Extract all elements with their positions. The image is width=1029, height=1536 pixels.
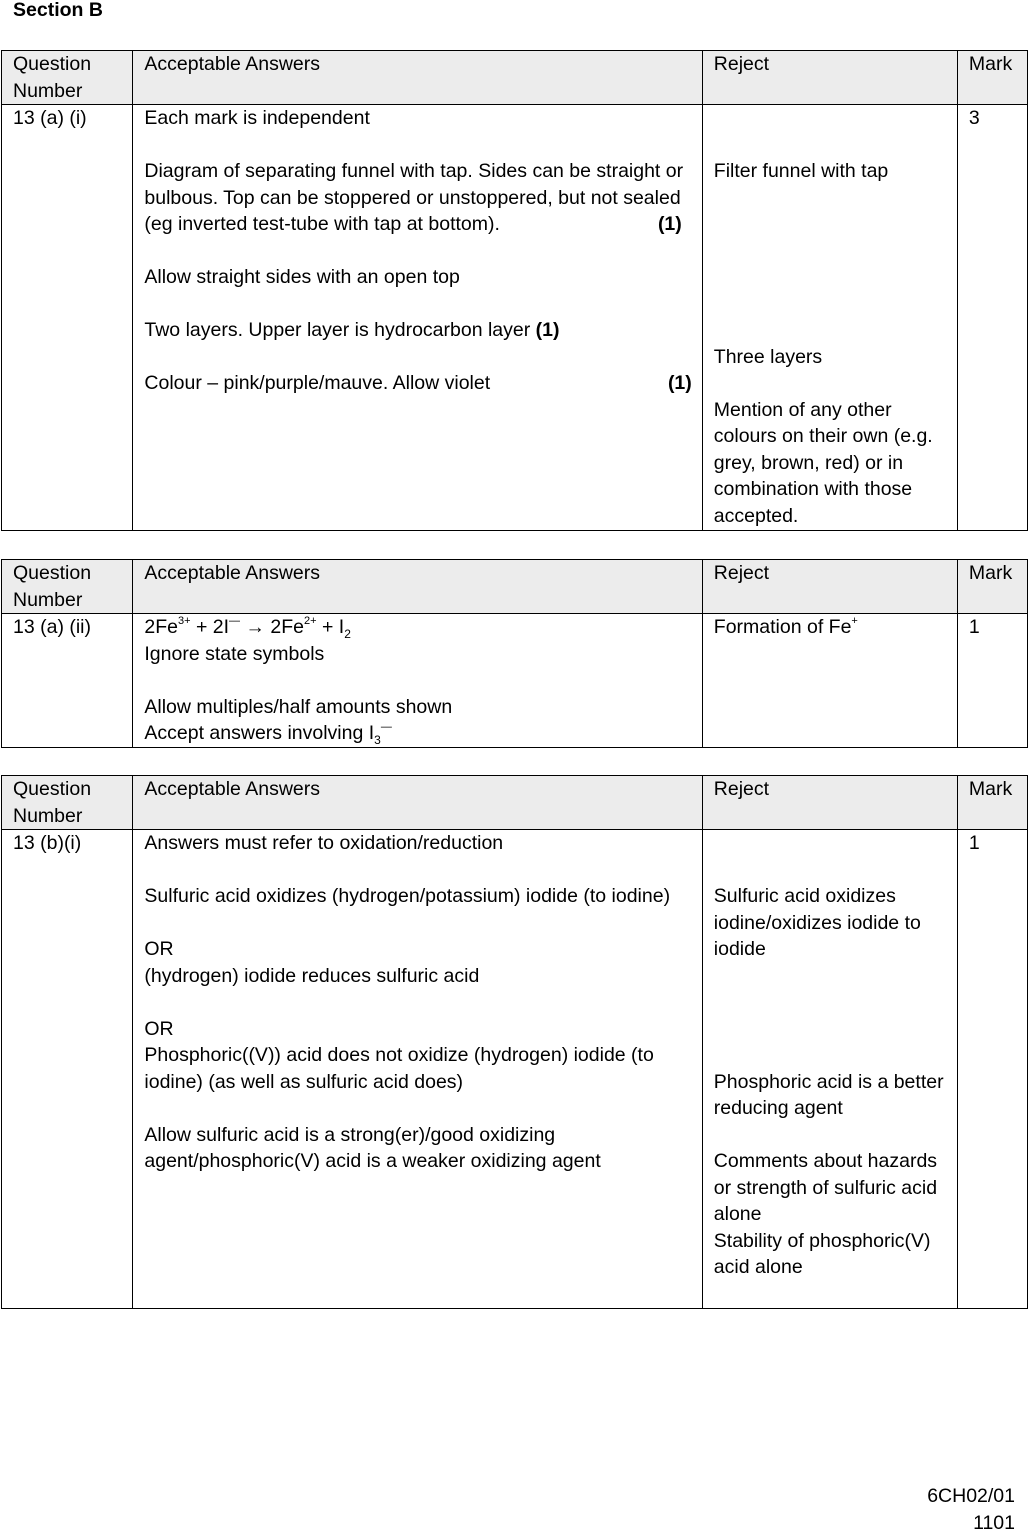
header-reject: Reject — [702, 51, 957, 105]
header-question-number: Question Number — [2, 51, 133, 105]
mark-value: 1 — [957, 614, 1027, 748]
answer-line: Allow straight sides with an open top — [144, 264, 691, 291]
answer-line: Allow sulfuric acid is a strong(er)/good oxidizing agent/phosphoric(V) acid is a weaker oxidizing agent — [144, 1122, 691, 1175]
answer-text: Colour – pink/purple/mauve. Allow violet — [144, 372, 490, 394]
question-number: 13 (a) (ii) — [2, 614, 133, 748]
reject-line: Filter funnel with tap — [714, 158, 947, 185]
acceptable-answers-cell — [133, 614, 702, 748]
answer-text: Two layers. Upper layer is hydrocarbon layer — [144, 319, 530, 341]
header-acceptable-answers: Acceptable Answers — [133, 560, 702, 614]
mark-scheme-table-13a-ii — [1, 559, 1028, 748]
mark-allocation: (1) — [536, 319, 560, 341]
header-reject: Reject — [702, 560, 957, 614]
reject-line: Sulfuric acid oxidizes iodine/oxidizes iodide to iodide — [714, 883, 947, 963]
table-header-row — [2, 776, 1028, 830]
acceptable-answers-cell — [133, 830, 702, 1309]
table-header-row — [2, 560, 1028, 614]
reject-line: Phosphoric acid is a better reducing agent — [714, 1069, 947, 1122]
answer-text: Diagram of separating funnel with tap. Sides can be straight or bulbous. Top can be stoppered or unstoppered, but not sealed (eg inverted test-tube with tap at bottom). — [144, 160, 683, 235]
answer-line — [144, 370, 691, 397]
answer-line: Ignore state symbols — [144, 641, 691, 668]
question-number: 13 (a) (i) — [2, 105, 133, 531]
table-row — [2, 614, 1028, 748]
reject-line: Comments about hazards or strength of sulfuric acid alone — [714, 1148, 947, 1228]
reject-line: Three layers — [714, 344, 947, 371]
answer-line: (hydrogen) iodide reduces sulfuric acid — [144, 963, 691, 990]
answer-line: Accept answers involving $I_3^—$ — [144, 720, 691, 747]
reject-cell — [702, 830, 957, 1309]
ionic-equation: $2Fe^{3+} + 2I^— \to 2Fe^{2+} + I_2$ — [144, 614, 691, 641]
answer-line: OR — [144, 1016, 691, 1043]
page-number: 1101 — [927, 1510, 1015, 1536]
mark-scheme-table-13a-i — [1, 50, 1028, 531]
header-acceptable-answers: Acceptable Answers — [133, 51, 702, 105]
answer-line: Each mark is independent — [144, 105, 691, 132]
reject-line: Stability of phosphoric(V) acid alone — [714, 1228, 947, 1281]
answer-line — [144, 158, 691, 238]
table-row — [2, 830, 1028, 1309]
question-number: 13 (b)(i) — [2, 830, 133, 1309]
mark-scheme-table-13b-i — [1, 775, 1028, 1309]
mark-allocation: (1) — [658, 211, 682, 238]
header-question-number: Question Number — [2, 560, 133, 614]
mark-allocation: (1) — [668, 370, 692, 397]
table-row — [2, 105, 1028, 531]
page-footer — [927, 1483, 1015, 1536]
header-mark: Mark — [957, 776, 1027, 830]
answer-line: Phosphoric((V)) acid does not oxidize (hydrogen) iodide (to iodine) (as well as sulfuric acid does) — [144, 1042, 691, 1095]
answer-line — [144, 317, 691, 344]
header-mark: Mark — [957, 560, 1027, 614]
reject-line: Mention of any other colours on their own (e.g. grey, brown, red) or in combination with those accepted. — [714, 397, 947, 530]
reject-cell — [702, 105, 957, 531]
acceptable-answers-cell — [133, 105, 702, 531]
header-acceptable-answers: Acceptable Answers — [133, 776, 702, 830]
reject-line: Formation of Fe+ — [714, 614, 947, 641]
section-title: Section B — [13, 0, 103, 24]
answer-line: Allow multiples/half amounts shown — [144, 694, 691, 721]
table-header-row — [2, 51, 1028, 105]
answer-line: Answers must refer to oxidation/reduction — [144, 830, 691, 857]
header-reject: Reject — [702, 776, 957, 830]
header-question-number: Question Number — [2, 776, 133, 830]
answer-line: OR — [144, 936, 691, 963]
header-mark: Mark — [957, 51, 1027, 105]
reject-cell — [702, 614, 957, 748]
mark-value: 1 — [957, 830, 1027, 1309]
paper-code: 6CH02/01 — [927, 1483, 1015, 1510]
answer-line: Sulfuric acid oxidizes (hydrogen/potassium) iodide (to iodine) — [144, 883, 691, 910]
mark-value: 3 — [957, 105, 1027, 531]
